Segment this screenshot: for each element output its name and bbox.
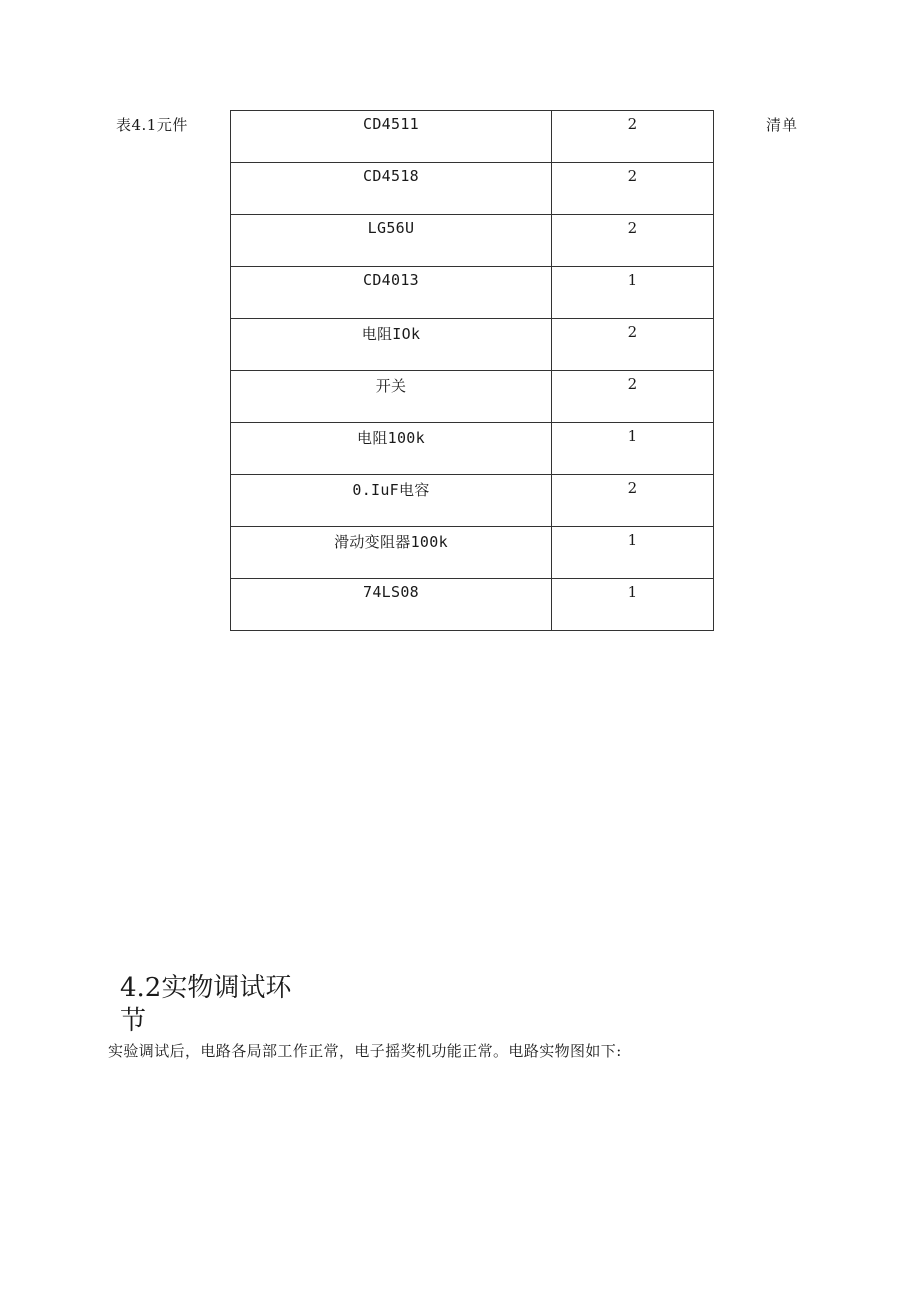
part-quantity-cell: 1 <box>552 527 714 579</box>
part-quantity-cell: 2 <box>552 215 714 267</box>
part-quantity-cell: 2 <box>552 111 714 163</box>
part-name-cell: 0.IuF电容 <box>231 475 552 527</box>
part-name-cell: CD4511 <box>231 111 552 163</box>
part-quantity-cell: 1 <box>552 579 714 631</box>
table-caption-suffix: 清单 <box>766 116 799 134</box>
part-quantity-cell: 2 <box>552 371 714 423</box>
table-row <box>231 527 714 579</box>
table-row <box>231 163 714 215</box>
part-name-cell: 74LS08 <box>231 579 552 631</box>
part-quantity-cell: 1 <box>552 423 714 475</box>
table-row <box>231 215 714 267</box>
section-heading: 4.2实物调试环节 <box>120 973 292 1036</box>
part-name-cell: 滑动变阻器100k <box>231 527 552 579</box>
part-quantity-cell: 1 <box>552 267 714 319</box>
part-name-cell: CD4013 <box>231 267 552 319</box>
part-name-cell: LG56U <box>231 215 552 267</box>
part-quantity-cell: 2 <box>552 163 714 215</box>
part-quantity-cell: 2 <box>552 319 714 371</box>
part-name-cell: CD4518 <box>231 163 552 215</box>
part-quantity-cell: 2 <box>552 475 714 527</box>
table-row <box>231 475 714 527</box>
table-row <box>231 319 714 371</box>
table-row <box>231 423 714 475</box>
table-row <box>231 579 714 631</box>
section-body-text: 实验调试后，电路各局部工作正常，电子摇奖机功能正常。电路实物图如下: <box>108 1042 622 1060</box>
part-name-cell: 电阻IOk <box>231 319 552 371</box>
table-row <box>231 371 714 423</box>
part-name-cell: 电阻100k <box>231 423 552 475</box>
table-row <box>231 267 714 319</box>
table-row <box>231 111 714 163</box>
table-caption-prefix: 表4.1元件 <box>116 116 188 134</box>
parts-list-table <box>230 110 714 631</box>
part-name-cell: 开关 <box>231 371 552 423</box>
